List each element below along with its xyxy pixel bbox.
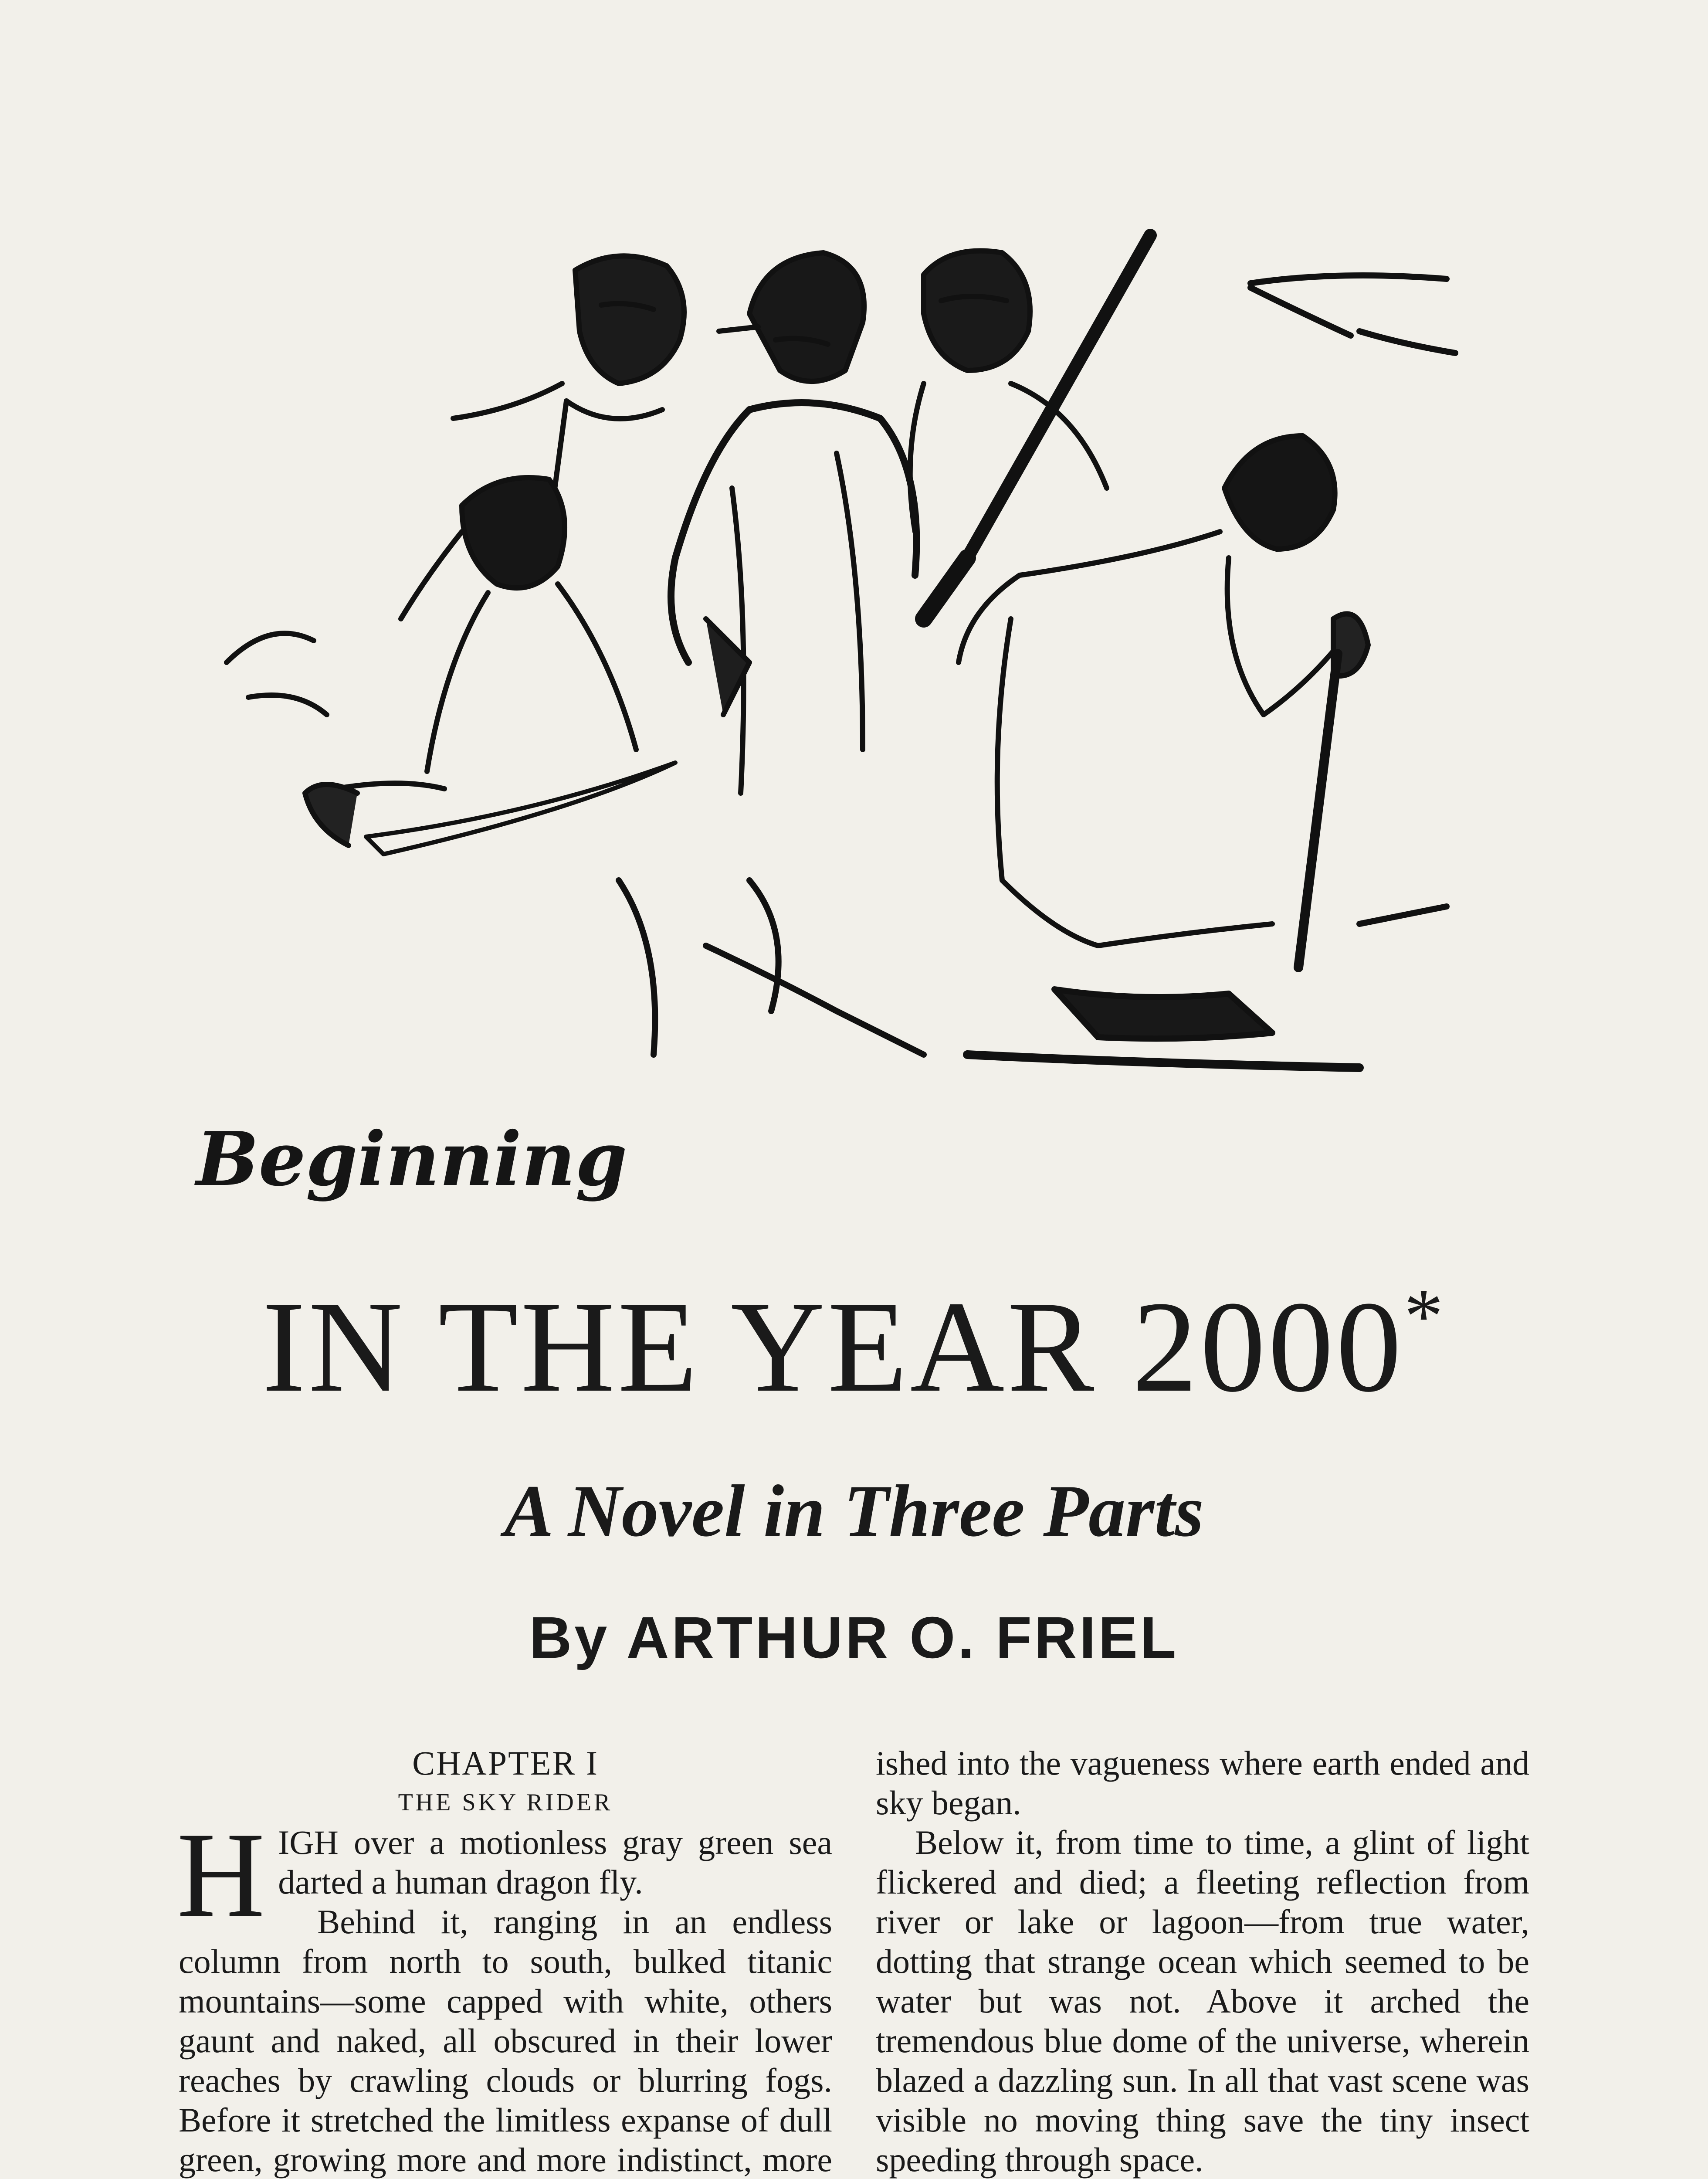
- paragraph-3: Below it, from time to time, a glint of light flickered and died; a fleeting reflection from river or lake or lagoon—from true water, dotting that strange ocean which seemed to be water but was not. Above it arched the tremendous blue dome of the universe, wherein blazed a dazzling sun. In all that vast scene was visible no moving thing save the tiny insect speeding through space.: [876, 1823, 1529, 2179]
- chapter-heading: CHAPTER I: [412, 1744, 599, 1782]
- drop-cap: H: [177, 1807, 265, 1942]
- figure-crouching-right: [959, 436, 1368, 967]
- author-byline: By ARTHUR O. FRIEL: [529, 1605, 1179, 1670]
- figure-center: [671, 253, 916, 793]
- paragraph-2: Behind it, ranging in an endless column from north to south, bulked titanic mountains—some capped with white, others gaunt and naked, all obscured in their lower reaches by crawling clouds or blurring fogs. Before it stretched the limitless expanse of dull green, growing more and more indistinct, more: [179, 1903, 832, 2179]
- opening-paragraph: [177, 1807, 832, 1942]
- opening-text: IGH over a motionless gray green sea darted a human dragon fly.: [278, 1823, 832, 1901]
- story-illustration: [183, 227, 1534, 1229]
- story-title-text: IN THE YEAR 2000: [262, 1274, 1404, 1419]
- right-column: [876, 1743, 1529, 2179]
- story-title: [0, 1273, 1708, 1419]
- sky-streak: [1250, 275, 1455, 353]
- left-column: [179, 1743, 832, 2179]
- story-subtitle: A Novel in Three Parts: [504, 1470, 1204, 1552]
- figure-front-left: [227, 478, 675, 854]
- chapter-subheading: THE SKY RIDER: [398, 1789, 613, 1816]
- title-footnote-mark: *: [1404, 1273, 1446, 1359]
- paragraph-continued: ished into the vagueness where earth ended and sky began.: [876, 1744, 1529, 1822]
- beginning-label: Beginning: [196, 1116, 627, 1203]
